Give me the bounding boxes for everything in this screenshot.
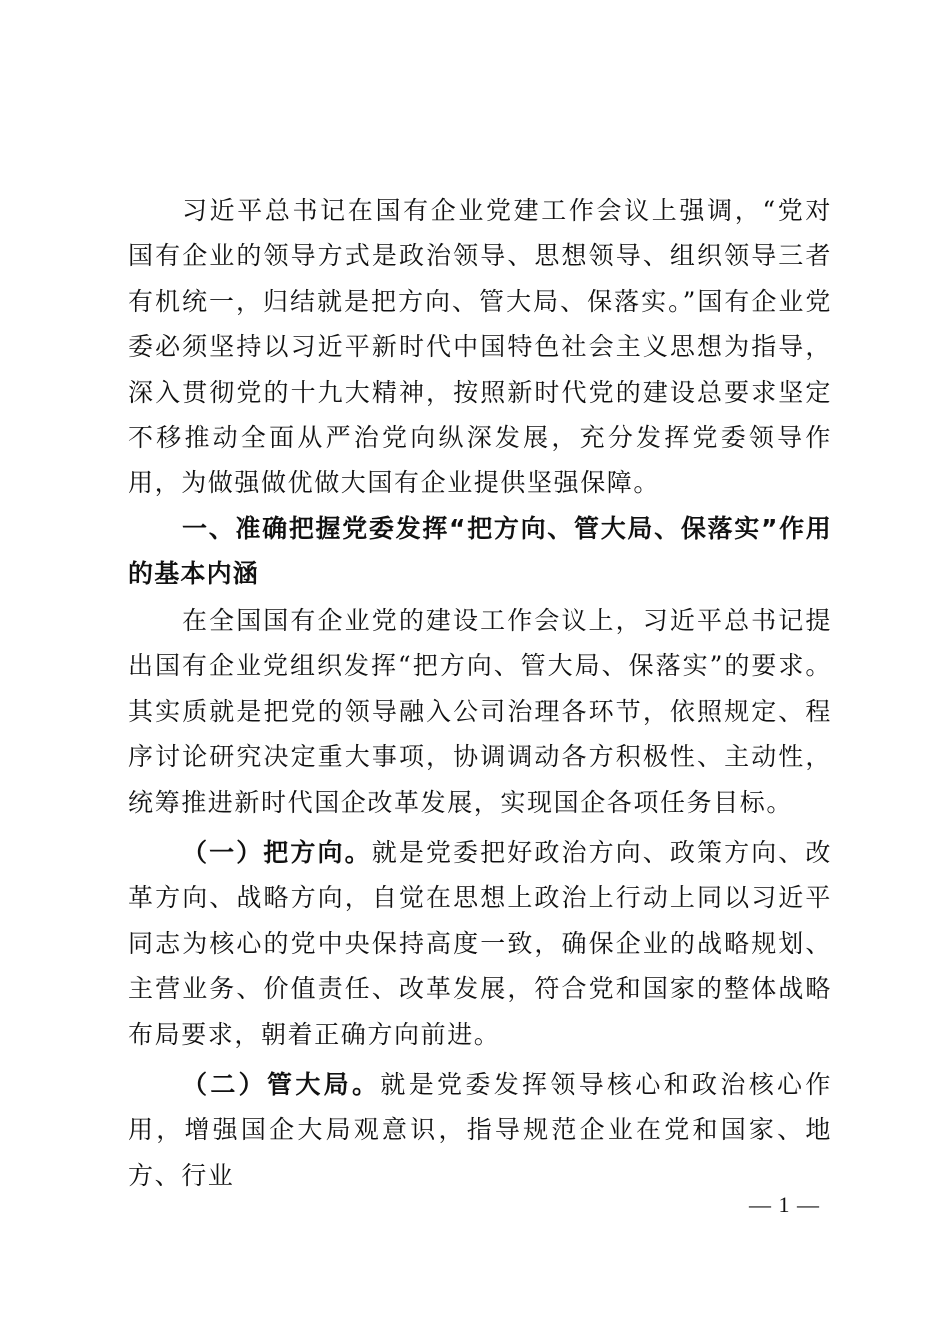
- subsection-lead: （二）管大局。: [182, 1070, 381, 1099]
- intro-paragraph: 习近平总书记在国有企业党建工作会议上强调，“党对国有企业的领导方式是政治领导、思想领导、组织领导三者有机统一，归结就是把方向、管大局、保落实。”国有企业党委必须坚持以习近平新时代中国特色社会主义思想为指导，深入贯彻党的十九大精神，按照新时代党的建设总要求坚定不移推动全面从严治党向纵深发展，充分发挥党委领导作用，为做强做优做大国有企业提供坚强保障。: [128, 196, 832, 498]
- subsection-text: 就是党委把好政治方向、政策方向、改革方向、战略方向，自觉在思想上政治上行动上同以习近平同志为核心的党中央保持高度一致，确保企业的战略规划、主营业务、价值责任、改革发展，符合党和国家的整体战略布局要求，朝着正确方向前进。: [128, 838, 833, 1049]
- subsection-paragraph-overall: [128, 1062, 832, 1198]
- body-paragraph: 在全国国有企业党的建设工作会议上，习近平总书记提出国有企业党组织发挥“把方向、管大局、保落实”的要求。其实质就是把党的领导融入公司治理各环节，依照规定、程序讨论研究决定重大事项，协调调动各方积极性、主动性，统筹推进新时代国企改革发展，实现国企各项任务目标。: [128, 606, 832, 817]
- page-number: — 1 —: [749, 1192, 820, 1217]
- subsection-lead: （一）把方向。: [182, 838, 372, 867]
- subsection-text: 就是党委发挥领导核心和政治核心作用，增强国企大局观意识，指导规范企业在党和国家、地方、行业: [128, 1070, 832, 1190]
- subsection-paragraph-direction: [128, 830, 832, 1057]
- section-heading: 一、准确把握党委发挥“把方向、管大局、保落实”作用的基本内涵: [128, 514, 832, 589]
